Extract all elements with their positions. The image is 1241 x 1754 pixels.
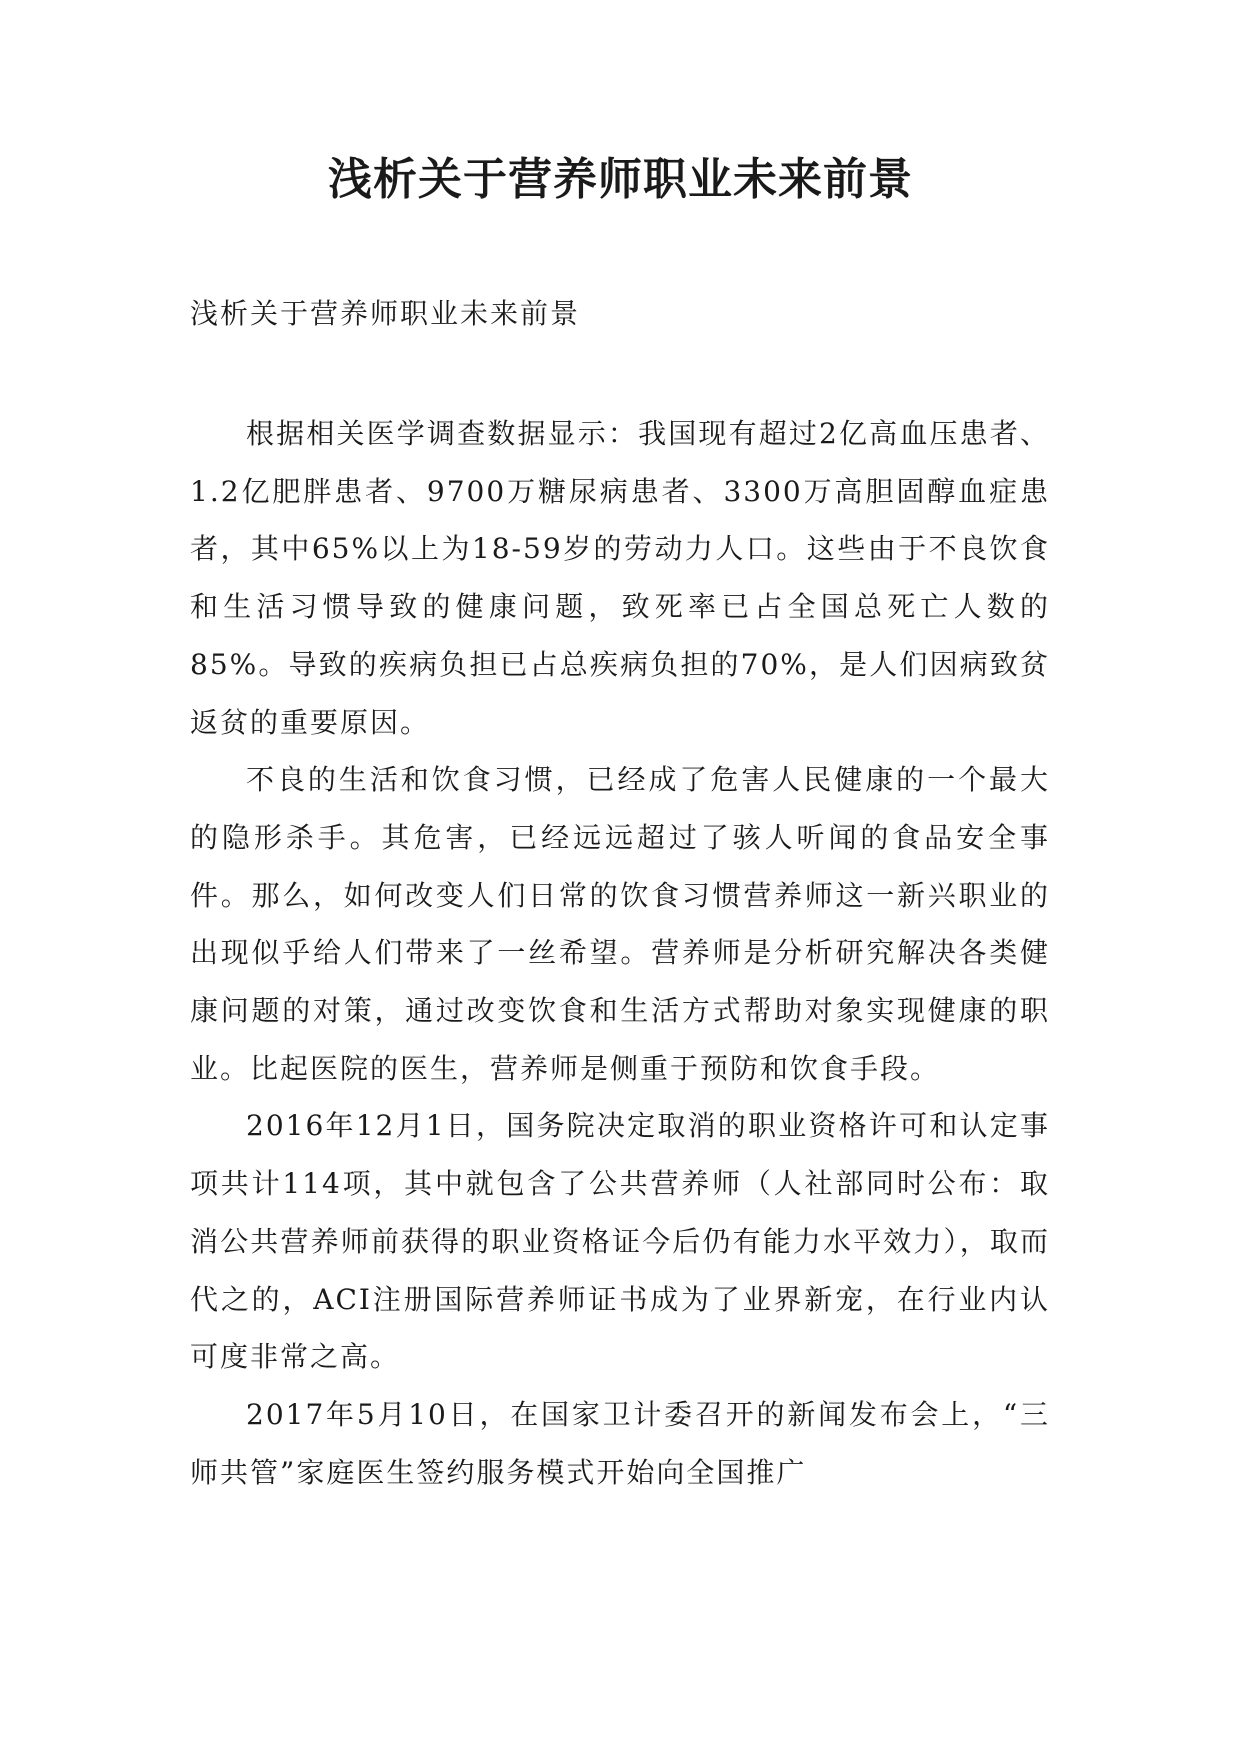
paragraph-1: 根据相关医学调查数据显示：我国现有超过2亿高血压患者、1.2亿肥胖患者、9700万糖尿病患者、3300万高胆固醇血症患者，其中65%以上为18-59岁的劳动力人口。这些由于不良饮食和生活习惯导致的健康问题，致死率已占全国总死亡人数的85%。导致的疾病负担已占总疾病负担的70%，是人们因病致贫返贫的重要原因。 [190,417,1050,739]
document-body [190,405,1050,1501]
paragraph-3: 2016年12月1日，国务院决定取消的职业资格许可和认定事项共计114项，其中就包含了公共营养师（人社部同时公布：取消公共营养师前获得的职业资格证今后仍有能力水平效力），取而代之的，ACI注册国际营养师证书成为了业界新宠，在行业内认可度非常之高。 [190,1109,1050,1374]
page-title: 浅析关于营养师职业未来前景 [328,154,913,205]
document-subtitle: 浅析关于营养师职业未来前景 [190,297,581,330]
paragraph-4: 2017年5月10日，在国家卫计委召开的新闻发布会上，“三师共管”家庭医生签约服务模式开始向全国推广 [190,1397,1050,1489]
paragraph-2: 不良的生活和饮食习惯，已经成了危害人民健康的一个最大的隐形杀手。其危害，已经远远超过了骇人听闻的食品安全事件。那么，如何改变人们日常的饮食习惯营养师这一新兴职业的出现似乎给人们带来了一丝希望。营养师是分析研究解决各类健康问题的对策，通过改变饮食和生活方式帮助对象实现健康的职业。比起医院的医生，营养师是侧重于预防和饮食手段。 [190,763,1050,1085]
